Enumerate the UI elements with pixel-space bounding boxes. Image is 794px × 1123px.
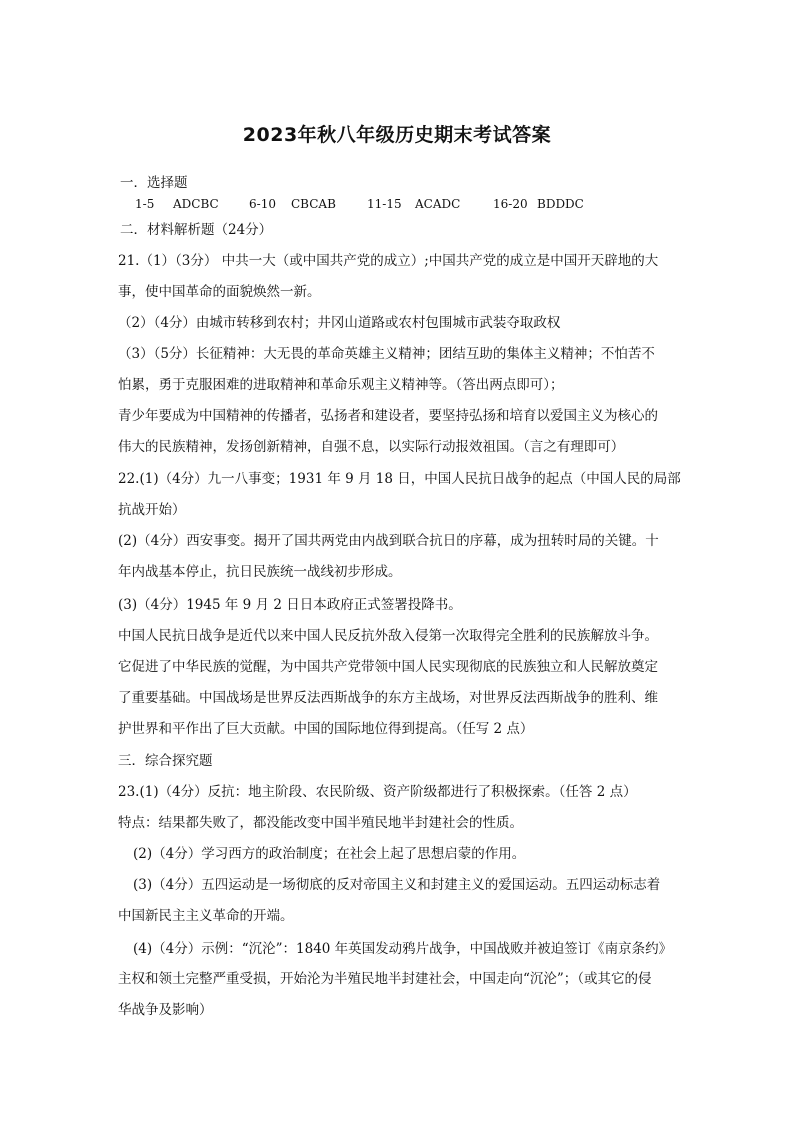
mc-answer-row bbox=[135, 195, 584, 213]
answer-line: 23.(1)（4分）反抗：地主阶段、农民阶级、资产阶级都进行了积极探索。（任答 2 点） bbox=[118, 784, 637, 800]
mc-range-1: 1-5 bbox=[135, 197, 155, 211]
answer-line: （3）（5分）长征精神：大无畏的革命英雄主义精神；团结互助的集体主义精神；不怕苦不 bbox=[118, 346, 655, 362]
section3-heading: 三．综合探究题 bbox=[118, 753, 213, 769]
answer-line: (2)（4分）西安事变。揭开了国共两党由内战到联合抗日的序幕，成为扭转时局的关键。十 bbox=[118, 533, 659, 549]
answer-line: 22.(1)（4分）九一八事变；1931 年 9 月 18 日，中国人民抗日战争的起点（中国人民的局部 bbox=[118, 471, 681, 487]
answer-line: 抗战开始） bbox=[118, 502, 186, 518]
answer-line: 中国新民主主义革命的开端。 bbox=[118, 908, 294, 924]
answer-line: 21.（1）（3分） 中共一大（或中国共产党的成立）;中国共产党的成立是中国开天辟地的大 bbox=[118, 253, 659, 269]
answer-line: 它促进了中华民族的觉醒，为中国共产党带领中国人民实现彻底的民族独立和人民解放奠定 bbox=[118, 659, 658, 675]
answer-line: 青少年要成为中国精神的传播者，弘扬者和建设者，要坚持弘扬和培育以爱国主义为核心的 bbox=[118, 408, 658, 424]
mc-range-2: 6-10 bbox=[249, 197, 276, 211]
answer-line: (3)（4分）1945 年 9 月 2 日日本政府正式签署投降书。 bbox=[118, 597, 462, 613]
answer-line: 怕累，勇于克服困难的进取精神和革命乐观主义精神等。（答出两点即可）； bbox=[118, 377, 564, 393]
answer-line: (2)（4分）学习西方的政治制度；在社会上起了思想启蒙的作用。 bbox=[133, 846, 526, 862]
section1-heading: 一．选择题 bbox=[120, 175, 188, 191]
answer-line: 中国人民抗日战争是近代以来中国人民反抗外敌入侵第一次取得完全胜利的民族解放斗争。 bbox=[118, 628, 658, 644]
page-title: 2023年秋八年级历史期末考试答案 bbox=[242, 124, 552, 146]
mc-range-3: 11-15 bbox=[367, 197, 402, 211]
section2-heading: 二．材料解析题（24分） bbox=[120, 222, 273, 238]
mc-range-4: 16-20 bbox=[493, 197, 528, 211]
answer-line: 了重要基础。中国战场是世界反法西斯战争的东方主战场，对世界反法西斯战争的胜利、维 bbox=[118, 690, 658, 706]
mc-key-4: BDDDC bbox=[537, 197, 584, 211]
answer-line: (3)（4分）五四运动是一场彻底的反对帝国主义和封建主义的爱国运动。五四运动标志着 bbox=[133, 877, 661, 893]
answer-line: 年内战基本停止，抗日民族统一战线初步形成。 bbox=[118, 564, 402, 580]
answer-line: 事，使中国革命的面貌焕然一新。 bbox=[118, 284, 321, 300]
answer-line: 主权和领土完整严重受损，开始沦为半殖民地半封建社会，中国走向“沉沦”；（或其它的侵 bbox=[118, 971, 652, 987]
answer-line: 护世界和平作出了巨大贡献。中国的国际地位得到提高。（任写 2 点） bbox=[118, 721, 534, 737]
answer-line: （2）（4分）由城市转移到农村；井冈山道路或农村包围城市武装夺取政权 bbox=[118, 315, 561, 331]
answer-line: 特点：结果都失败了，都没能改变中国半殖民地半封建社会的性质。 bbox=[118, 815, 523, 831]
answer-line: 华战争及影响） bbox=[118, 1002, 213, 1018]
answer-line: (4)（4分）示例：“沉沦”：1840 年英国发动鸦片战争，中国战败并被迫签订《南京条约》 bbox=[133, 941, 673, 957]
mc-key-2: CBCAB bbox=[291, 197, 336, 211]
mc-key-1: ADCBC bbox=[173, 197, 219, 211]
answer-line: 伟大的民族精神，发扬创新精神，自强不息，以实际行动报效祖国。（言之有理即可） bbox=[118, 439, 625, 455]
mc-key-3: ACADC bbox=[415, 197, 461, 211]
